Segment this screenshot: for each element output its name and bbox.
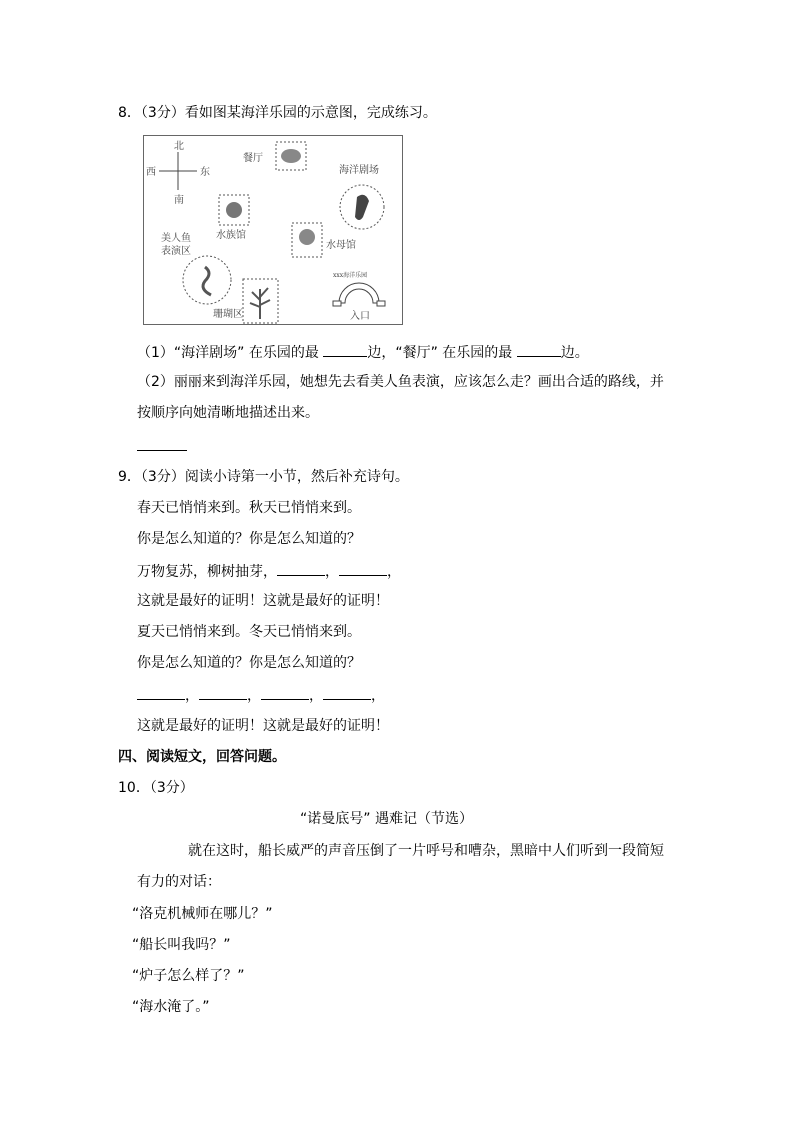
- answer-blank[interactable]: [339, 561, 387, 576]
- poem-line: 你是怎么知道的？你是怎么知道的？: [137, 655, 361, 671]
- dialog-line: “海水淹了。”: [132, 999, 210, 1015]
- answer-blank[interactable]: [137, 436, 187, 451]
- answer-blank[interactable]: [261, 685, 309, 700]
- fish-icon: [226, 202, 242, 218]
- poem-line: 这就是最好的证明！这就是最好的证明！: [137, 593, 389, 609]
- map-entrance: 入口: [350, 311, 370, 322]
- ocean-park-map: [143, 135, 403, 325]
- restaurant-icon: [281, 149, 301, 163]
- passage-line: 就在这时，船长威严的声音压倒了一片呼号和嘈杂，黑暗中人们听到一段简短: [188, 843, 664, 859]
- map-theater: 海洋剧场: [339, 165, 379, 176]
- dialog-line: “船长叫我吗？”: [132, 937, 231, 953]
- map-restaurant: 餐厅: [243, 153, 263, 164]
- map-coral: 珊瑚区: [213, 309, 243, 320]
- q8-sub2-line1: （2）丽丽来到海洋乐园，她想先去看美人鱼表演，应该怎么走？画出合适的路线，并: [137, 374, 664, 390]
- answer-blank[interactable]: [323, 342, 367, 357]
- compass-east: 东: [200, 167, 210, 178]
- poem-line: 你是怎么知道的？你是怎么知道的？: [137, 531, 361, 547]
- passage-title: “诺曼底号” 遇难记（节选）: [300, 811, 473, 827]
- map-park-sign: xxx海洋乐园: [333, 272, 368, 279]
- dialog-line: “炉子怎么样了？”: [132, 968, 245, 984]
- compass-south: 南: [174, 195, 184, 206]
- answer-blank[interactable]: [199, 685, 247, 700]
- map-jellyfish: 水母馆: [326, 240, 356, 251]
- jellyfish-icon: [299, 229, 315, 245]
- dialog-line: “洛克机械师在哪儿？”: [132, 906, 273, 922]
- q8-stem: 8．（3分）看如图某海洋乐园的示意图，完成练习。: [118, 105, 437, 121]
- compass-west: 西: [146, 167, 156, 178]
- poem-blanks: ， ， ， ，: [137, 685, 385, 705]
- q8-sub1: （1）“海洋剧场” 在乐园的最 边，“餐厅” 在乐园的最 边。: [137, 342, 589, 362]
- q10-stem: 10．（3分）: [118, 780, 194, 796]
- poem-line: 这就是最好的证明！这就是最好的证明！: [137, 718, 389, 734]
- passage-line: 有力的对话：: [137, 874, 221, 890]
- q9-stem: 9．（3分）阅读小诗第一小节，然后补充诗句。: [118, 469, 409, 485]
- poem-line: 春天已悄悄来到。秋天已悄悄来到。: [137, 500, 361, 516]
- map-border: [144, 136, 403, 325]
- answer-blank[interactable]: [277, 561, 325, 576]
- q8-sub2-line2: 按顺序向她清晰地描述出来。: [137, 405, 319, 421]
- section-heading: 四、阅读短文，回答问题。: [118, 749, 286, 765]
- answer-blank[interactable]: [137, 685, 185, 700]
- poem-line: 万物复苏，柳树抽芽， ， ，: [137, 561, 401, 581]
- map-aquarium: 水族馆: [216, 230, 246, 241]
- poem-line: 夏天已悄悄来到。冬天已悄悄来到。: [137, 624, 361, 640]
- answer-blank[interactable]: [517, 342, 561, 357]
- map-mermaid-1: 美人鱼: [161, 233, 191, 244]
- map-mermaid-2: 表演区: [161, 246, 191, 257]
- answer-blank[interactable]: [323, 685, 371, 700]
- compass-north: 北: [174, 141, 184, 152]
